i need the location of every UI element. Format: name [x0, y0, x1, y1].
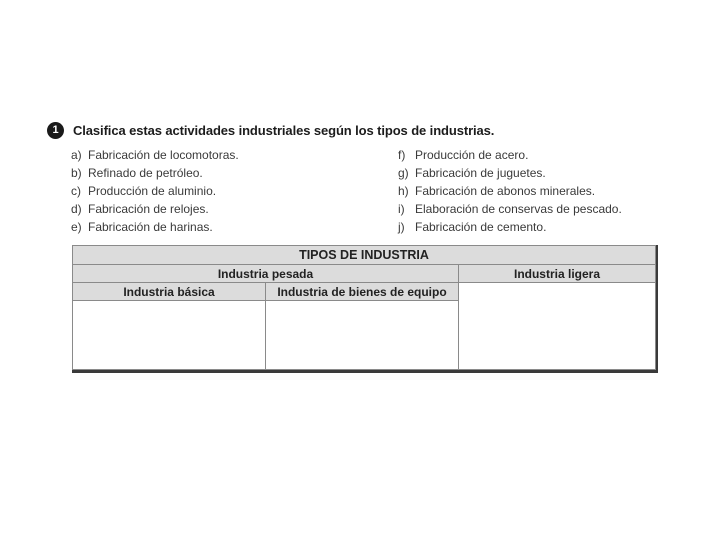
item-text: Fabricación de abonos minerales.: [415, 184, 596, 198]
item-letter: j): [398, 220, 405, 234]
list-item: [398, 182, 622, 200]
classification-table: [72, 245, 656, 370]
item-text: Producción de aluminio.: [88, 184, 217, 198]
classification-table-frame: [72, 245, 658, 373]
item-text: Fabricación de cemento.: [415, 220, 547, 234]
list-item: [71, 218, 239, 236]
answer-cell-equipment[interactable]: [266, 301, 459, 370]
header-equipment-industry: Industria de bienes de equipo: [266, 283, 459, 301]
list-item: [71, 164, 239, 182]
exercise-number-badge: 1: [47, 122, 64, 139]
item-letter: c): [71, 184, 81, 198]
item-letter: f): [398, 148, 406, 162]
item-text: Producción de acero.: [415, 148, 529, 162]
answer-cell-basic[interactable]: [73, 301, 266, 370]
item-letter: d): [71, 202, 82, 216]
activity-list-left: [71, 146, 239, 236]
exercise-instruction: Clasifica estas actividades industriales según los tipos de industrias.: [73, 122, 495, 138]
list-item: [398, 164, 622, 182]
item-letter: b): [71, 166, 82, 180]
table-title: TIPOS DE INDUSTRIA: [73, 246, 656, 265]
list-item: [398, 146, 622, 164]
item-text: Fabricación de relojes.: [88, 202, 209, 216]
list-item: [71, 200, 239, 218]
item-text: Elaboración de conservas de pescado.: [415, 202, 622, 216]
activity-list-right: [398, 146, 622, 236]
item-letter: g): [398, 166, 409, 180]
item-text: Fabricación de locomotoras.: [88, 148, 239, 162]
item-letter: a): [71, 148, 82, 162]
header-basic-industry: Industria básica: [73, 283, 266, 301]
header-light-industry: Industria ligera: [459, 265, 656, 283]
list-item: [71, 182, 239, 200]
list-item: [71, 146, 239, 164]
item-text: Fabricación de harinas.: [88, 220, 213, 234]
item-text: Fabricación de juguetes.: [415, 166, 546, 180]
item-letter: i): [398, 202, 405, 216]
list-item: [398, 218, 622, 236]
answer-cell-light[interactable]: [459, 283, 656, 370]
header-heavy-industry: Industria pesada: [73, 265, 459, 283]
list-item: [398, 200, 622, 218]
exercise-header: [47, 121, 494, 139]
item-letter: h): [398, 184, 409, 198]
item-letter: e): [71, 220, 82, 234]
item-text: Refinado de petróleo.: [88, 166, 203, 180]
